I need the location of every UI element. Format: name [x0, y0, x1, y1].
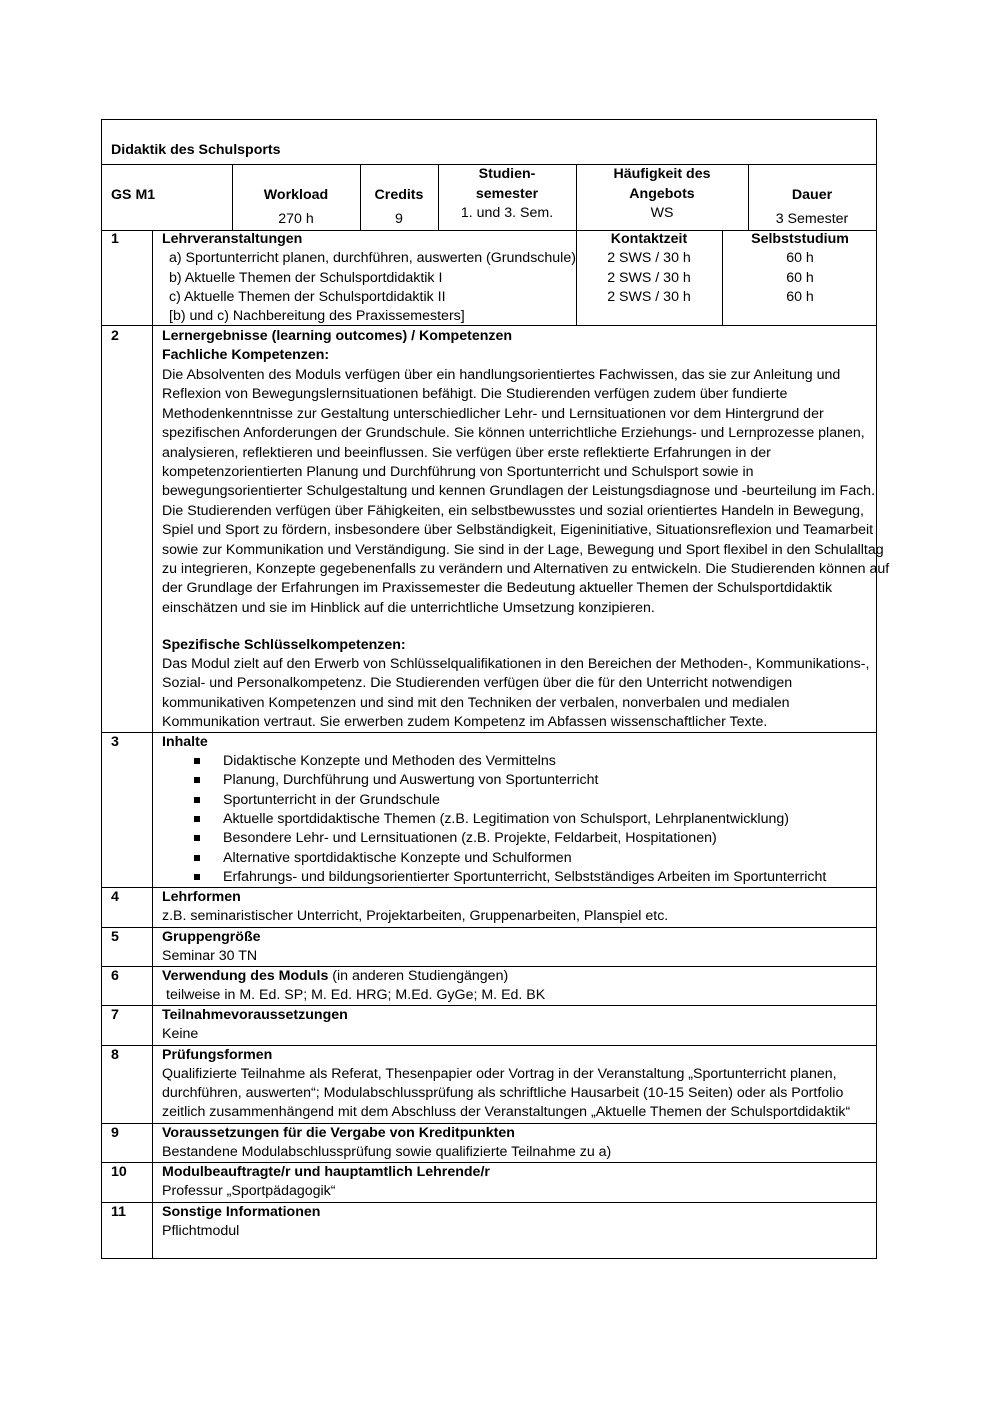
- text-line: kompetenzorientierten Planung und Durchführung von Sportunterricht und Schulsport sowie in: [162, 464, 754, 481]
- self-study-value: 60 h: [786, 250, 814, 266]
- contact-time-value: 2 SWS / 30 h: [607, 289, 691, 305]
- bullet-icon: [194, 758, 200, 764]
- list-item: Planung, Durchführung und Auswertung von Sportunterricht: [223, 772, 599, 788]
- bullet-icon: [194, 874, 200, 880]
- course-item: a) Sportunterricht planen, durchführen, auswerten (Grundschule): [169, 250, 576, 266]
- text-line: spezifischen Anforderungen der Grundschule. Sie können unterrichtliche Erziehungs- und Lernprozesse planen,: [162, 425, 865, 442]
- section-number: 2: [111, 328, 119, 344]
- duration-value: 3 Semester: [775, 211, 849, 227]
- section-title: Lehrveranstaltungen: [162, 231, 303, 247]
- contact-time-label: Kontaktzeit: [610, 231, 688, 247]
- text-line: Die Studierenden verfügen über Fähigkeiten, ein selbstbewusstes und sozial orientiertes Handeln in Bewegung,: [162, 502, 864, 519]
- workload-value: 270 h: [278, 211, 314, 227]
- list-item: Erfahrungs- und bildungsorientierter Sportunterricht, Selbstständiges Arbeiten im Sportunterricht: [223, 869, 827, 885]
- self-study-label: Selbststudium: [751, 231, 849, 247]
- frequency-value: WS: [650, 205, 674, 221]
- subsection-title: Fachliche Kompetenzen:: [162, 347, 330, 363]
- module-description-table: [101, 119, 890, 1259]
- semester-value: 1. und 3. Sem.: [460, 205, 554, 221]
- semester-label: semester: [475, 186, 539, 202]
- bullet-icon: [194, 855, 200, 861]
- paragraph-fachliche-kompetenzen: [162, 366, 890, 618]
- module-code: GS M1: [111, 187, 156, 203]
- course-item: b) Aktuelle Themen der Schulsportdidaktik I: [169, 270, 443, 286]
- section-text: Qualifizierte Teilnahme als Referat, Thesenpapier oder Vortrag in der Veranstaltung „Sportunterricht planen,: [162, 1066, 837, 1082]
- section-number: 1: [111, 231, 119, 247]
- bullet-icon: [194, 797, 200, 803]
- credits-value: 9: [395, 211, 403, 227]
- paragraph-schluesselkompetenzen: [162, 655, 874, 733]
- list-item: Didaktische Konzepte und Methoden des Vermittelns: [223, 753, 556, 769]
- course-note: [b) und c) Nachbereitung des Praxissemesters]: [169, 308, 465, 324]
- credits-label: Credits: [374, 187, 424, 203]
- course-item: c) Aktuelle Themen der Schulsportdidaktik II: [169, 289, 446, 305]
- section-title: Lehrformen: [162, 889, 241, 905]
- text-line: Die Absolventen des Moduls verfügen über ein handlungsorientiertes Fachwissen, das sie zur Anleitung und: [162, 367, 841, 383]
- text-line: Spiel und Sport zu fördern, insbesondere über Selbständigkeit, Eigeninitiative, Situationsreflexion und Teamarbeit: [162, 522, 874, 539]
- section-title: Modulbeauftragte/r und hauptamtlich Lehrende/r: [162, 1164, 490, 1180]
- subsection-title: Spezifische Schlüsselkompetenzen:: [162, 637, 406, 653]
- bullet-icon: [194, 777, 200, 783]
- section-title-suffix: (in anderen Studiengängen): [328, 968, 509, 984]
- frequency-label: Angebots: [629, 186, 695, 202]
- divider: [152, 230, 153, 1258]
- contact-time-value: 2 SWS / 30 h: [607, 250, 691, 266]
- text-line: zu integrieren, Konzepte gegebenenfalls zu verändern und Alternativen zu entwickeln. Die Studierenden können auf: [162, 561, 890, 578]
- divider: [102, 325, 876, 326]
- section-text: teilweise in M. Ed. SP; M. Ed. HRG; M.Ed. GyGe; M. Ed. BK: [166, 987, 546, 1003]
- section-text: zeitlich zusammenhängend mit dem Abschluss der Veranstaltungen „Aktuelle Themen der Schulsportdidaktik“: [162, 1104, 851, 1120]
- text-line: Methodenkenntnisse zur Gestaltung unterschiedlicher Lehr- und Lernsituationen vor dem Hintergrund der: [162, 405, 824, 422]
- section-number: 10: [111, 1164, 127, 1180]
- section-number: 4: [111, 889, 119, 905]
- contact-time-value: 2 SWS / 30 h: [607, 270, 691, 286]
- frequency-label: Häufigkeit des: [613, 166, 711, 182]
- section-text: Professur „Sportpädagogik“: [162, 1183, 336, 1199]
- duration-label: Dauer: [791, 187, 833, 203]
- self-study-value: 60 h: [786, 270, 814, 286]
- list-item: Sportunterricht in der Grundschule: [223, 792, 440, 808]
- section-title: Verwendung des Moduls: [162, 968, 329, 984]
- bullet-icon: [194, 816, 200, 822]
- section-number: 8: [111, 1047, 119, 1063]
- list-item: Aktuelle sportdidaktische Themen (z.B. Legitimation von Schulsport, Lehrplanentwicklung): [223, 811, 789, 827]
- text-line: kommunikativen Kompetenzen und sind mit den Techniken der verbalen, nonverbalen und medialen: [162, 694, 790, 711]
- list-item: Alternative sportdidaktische Konzepte und Schulformen: [223, 850, 572, 866]
- section-text: durchführen, auswerten“; Modulabschlussprüfung als schriftliche Hausarbeit (10-15 Seiten) oder als Portfolio: [162, 1085, 844, 1101]
- list-item: Besondere Lehr- und Lernsituationen (z.B. Projekte, Feldarbeit, Hospitationen): [223, 830, 717, 846]
- workload-label: Workload: [263, 187, 329, 203]
- section-title: Prüfungsformen: [162, 1047, 273, 1063]
- section-text: Pflichtmodul: [162, 1223, 240, 1239]
- section-number: 5: [111, 929, 119, 945]
- section-title: Teilnahmevoraussetzungen: [162, 1007, 348, 1023]
- module-title: Didaktik des Schulsports: [111, 142, 281, 158]
- section-number: 6: [111, 968, 119, 984]
- text-line: einschätzen und sie im Hinblick auf die unterrichtliche Umsetzung konzipieren.: [162, 599, 655, 616]
- self-study-value: 60 h: [786, 289, 814, 305]
- section-number: 9: [111, 1125, 119, 1141]
- section-text: z.B. seminaristischer Unterricht, Projektarbeiten, Gruppenarbeiten, Planspiel etc.: [162, 908, 669, 924]
- section-title: Voraussetzungen für die Vergabe von Kreditpunkten: [162, 1125, 515, 1141]
- text-line: Kommunikation vertraut. Sie erwerben zudem Kompetenz im Abfassen wissenschaftlicher Texte.: [162, 714, 768, 731]
- section-title: Inhalte: [162, 734, 208, 750]
- section-title: Gruppengröße: [162, 929, 261, 945]
- text-line: Reflexion von Bewegungslernsituationen befähigt. Die Studierenden verfügen zudem über fundierte: [162, 386, 788, 403]
- text-line: analysieren, reflektieren und beeinflussen. Sie verfügen über erste reflektierte Erfahrungen in der: [162, 444, 771, 461]
- section-number: 11: [111, 1204, 126, 1220]
- bullet-icon: [194, 835, 200, 841]
- text-line: der Grundlage der Erfahrungen im Praxissemester die Bedeutung aktueller Themen der Schulsportdidaktik: [162, 580, 833, 597]
- section-number: 3: [111, 734, 119, 750]
- section-title: Lernergebnisse (learning outcomes) / Kompetenzen: [162, 328, 513, 344]
- divider: [102, 732, 876, 733]
- text-line: sowie zur Kommunikation und Verständigung. Sie sind in der Lage, Bewegung und Sport flexibel in den Schulalltag: [162, 541, 884, 558]
- text-line: Sozial- und Personalkompetenz. Die Studierenden verfügen über die für den Unterricht notwendigen: [162, 675, 793, 692]
- semester-label: Studien-: [478, 166, 536, 182]
- section-text: Bestandene Modulabschlussprüfung sowie qualifizierte Teilnahme zu a): [162, 1144, 612, 1160]
- text-line: bewegungsorientierter Schulgestaltung und kennen Grundlagen der Leistungsdiagnose und -beurteilung im Fach.: [162, 483, 876, 500]
- section-title: Sonstige Informationen: [162, 1204, 321, 1220]
- text-line: Das Modul zielt auf den Erwerb von Schlüsselqualifikationen in den Bereichen der Methoden-, Kommunikations-,: [162, 656, 870, 672]
- section-number: 7: [111, 1007, 119, 1023]
- section-text: Keine: [162, 1026, 199, 1042]
- section-text: Seminar 30 TN: [162, 948, 258, 964]
- section-title-line: [162, 967, 508, 986]
